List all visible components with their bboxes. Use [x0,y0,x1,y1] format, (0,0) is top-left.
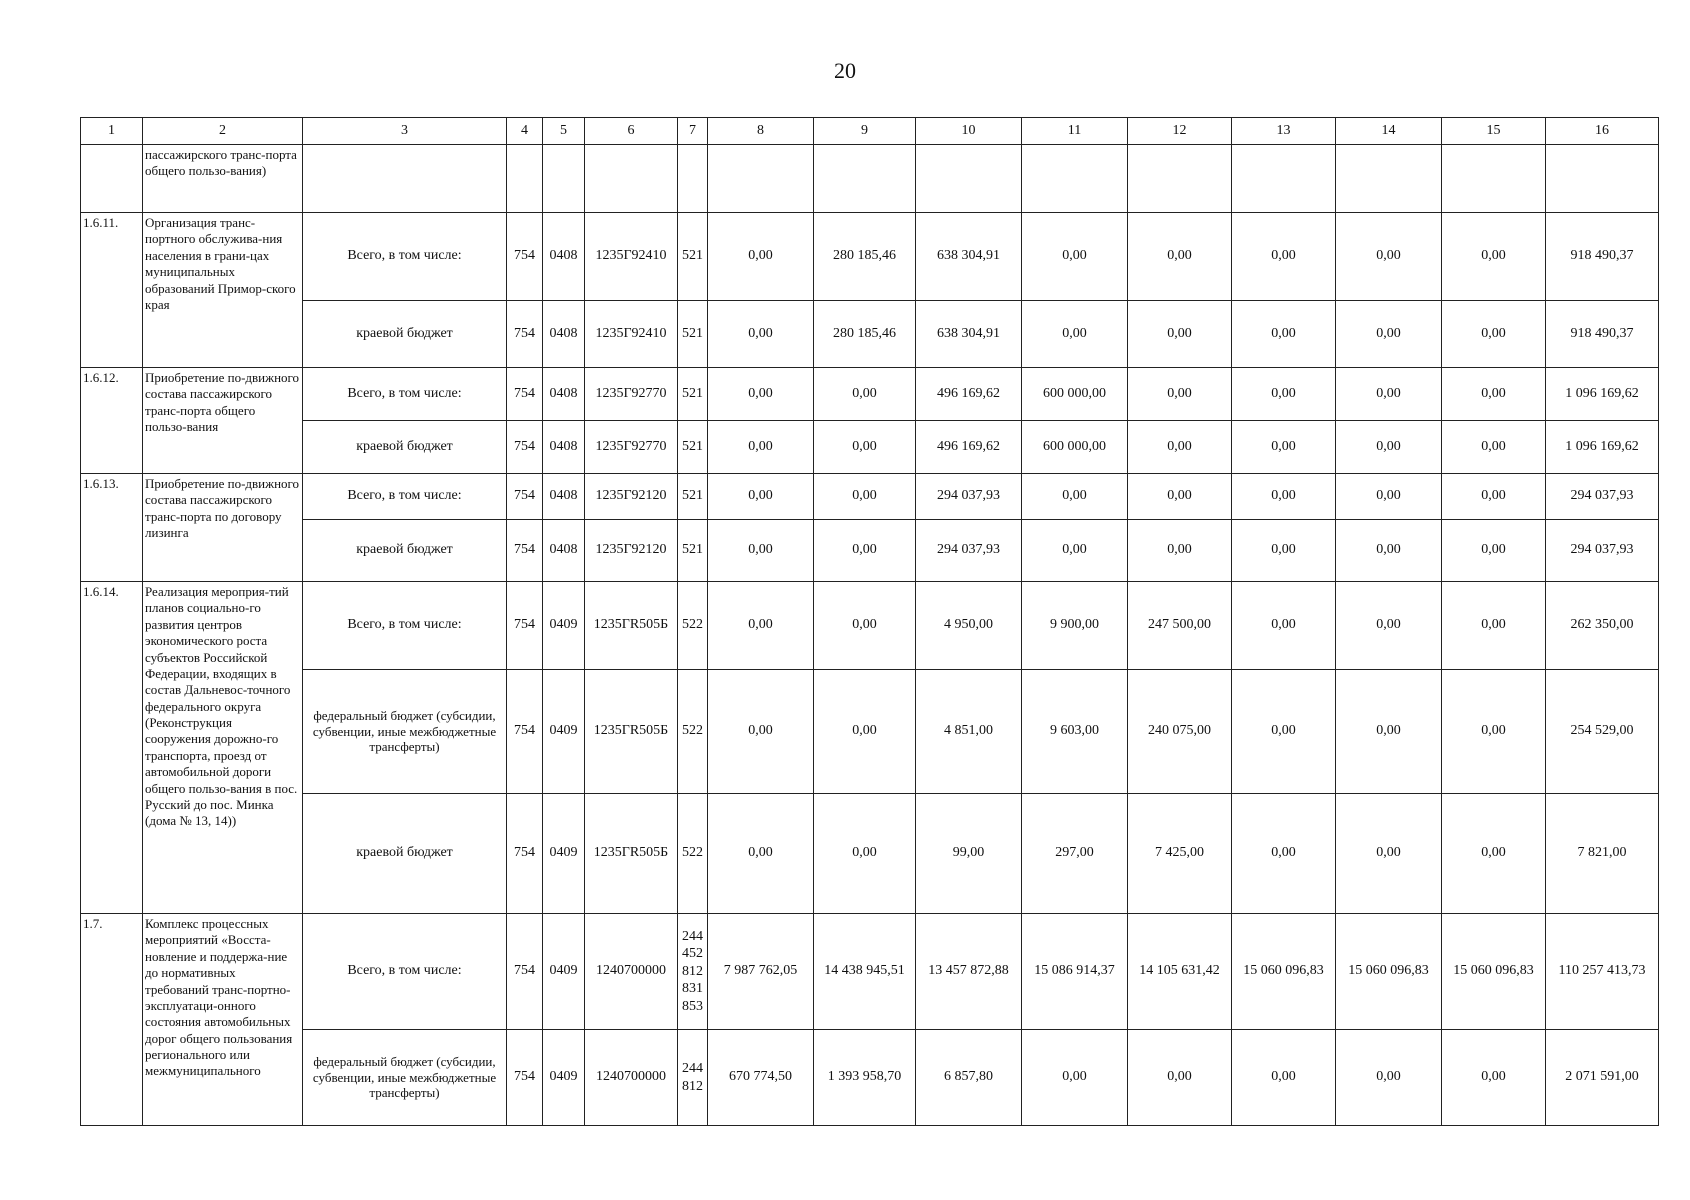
value-cell: 0,00 [1128,474,1232,520]
value-cell: 0,00 [708,474,814,520]
code-cell: 0409 [543,1030,585,1126]
code-cell: 521 [678,421,708,474]
table-row [81,368,1659,421]
value-cell: 7 821,00 [1546,794,1659,914]
code-cell: 1235ГR505Б [585,582,678,670]
code-cell: 754 [507,914,543,1030]
row-name: пассажирского транс-порта общего пользо-вания) [143,145,303,213]
code-cell: 1235Г92410 [585,213,678,301]
value-cell: 0,00 [1442,1030,1546,1126]
row-number: 1.6.13. [81,474,143,582]
value-cell: 600 000,00 [1022,421,1128,474]
value-cell: 14 438 945,51 [814,914,916,1030]
value-cell: 15 060 096,83 [1442,914,1546,1030]
value-cell: 15 086 914,37 [1022,914,1128,1030]
table-row [81,421,1659,474]
value-cell: 15 060 096,83 [1232,914,1336,1030]
row-name: Приобретение по-движного состава пассажирского транс-порта по договору лизинга [143,474,303,582]
value-cell: 0,00 [708,670,814,794]
value-cell: 0,00 [1442,520,1546,582]
code-cell: 754 [507,582,543,670]
column-header: 2 [143,118,303,145]
value-cell: 13 457 872,88 [916,914,1022,1030]
code-cell: 1235ГR505Б [585,794,678,914]
funding-source: Всего, в том числе: [303,914,507,1030]
value-cell: 14 105 631,42 [1128,914,1232,1030]
value-cell: 0,00 [708,794,814,914]
value-cell: 0,00 [1232,368,1336,421]
value-cell: 247 500,00 [1128,582,1232,670]
value-cell: 600 000,00 [1022,368,1128,421]
value-cell: 0,00 [1232,474,1336,520]
code-cell: 1235Г92770 [585,421,678,474]
value-cell: 0,00 [1336,213,1442,301]
table-row [81,670,1659,794]
value-cell: 0,00 [814,421,916,474]
code-cell: 521 [678,520,708,582]
code-cell: 754 [507,421,543,474]
value-cell: 0,00 [708,520,814,582]
value-cell: 0,00 [1022,474,1128,520]
value-cell: 15 060 096,83 [1336,914,1442,1030]
funding-source: краевой бюджет [303,794,507,914]
value-cell: 0,00 [1442,421,1546,474]
value-cell: 0,00 [1232,421,1336,474]
column-header: 9 [814,118,916,145]
value-cell: 240 075,00 [1128,670,1232,794]
value-cell: 0,00 [1442,213,1546,301]
value-cell: 0,00 [814,474,916,520]
value-cell: 280 185,46 [814,301,916,368]
code-cell: 244 812 [678,1030,708,1126]
code-cell: 522 [678,670,708,794]
code-cell: 754 [507,794,543,914]
value-cell: 4 851,00 [916,670,1022,794]
code-cell: 521 [678,368,708,421]
value-cell: 0,00 [1128,1030,1232,1126]
value-cell: 262 350,00 [1546,582,1659,670]
code-cell: 754 [507,1030,543,1126]
value-cell: 0,00 [1232,582,1336,670]
value-cell: 0,00 [708,582,814,670]
value-cell: 0,00 [1128,520,1232,582]
code-cell: 0408 [543,213,585,301]
value-cell: 918 490,37 [1546,213,1659,301]
column-header: 11 [1022,118,1128,145]
value-cell: 0,00 [1442,474,1546,520]
code-cell: 754 [507,368,543,421]
value-cell: 0,00 [1442,794,1546,914]
code-cell: 521 [678,301,708,368]
column-header: 13 [1232,118,1336,145]
value-cell: 0,00 [1336,368,1442,421]
value-cell: 0,00 [708,421,814,474]
value-cell: 1 096 169,62 [1546,421,1659,474]
value-cell: 0,00 [814,794,916,914]
value-cell: 0,00 [1336,670,1442,794]
code-cell: 0408 [543,301,585,368]
code-cell: 522 [678,794,708,914]
column-header: 5 [543,118,585,145]
column-header: 12 [1128,118,1232,145]
row-name: Приобретение по-движного состава пассажирского транс-порта общего пользо-вания [143,368,303,474]
value-cell: 0,00 [814,582,916,670]
value-cell: 0,00 [1232,794,1336,914]
code-cell: 754 [507,474,543,520]
column-header: 14 [1336,118,1442,145]
code-cell: 0409 [543,794,585,914]
code-cell: 1240700000 [585,914,678,1030]
row-name: Реализация мероприя-тий планов социально-го развития центров экономического роста субъектов Российской Федерации, входящих в состав Дальневос-точного федерального округа (Реконструкция сооружения дорожно-го транспорта, проезд от автомобильной дороги общего пользо-вания в пос. Русский до пос. Минка (дома № 13, 14)) [143,582,303,914]
value-cell: 0,00 [1022,213,1128,301]
row-name: Организация транс-портного обслужива-ния населения в грани-цах муниципальных образований Примор-ского края [143,213,303,368]
value-cell: 280 185,46 [814,213,916,301]
value-cell: 294 037,93 [916,520,1022,582]
page-number: 20 [834,58,856,83]
value-cell: 0,00 [1128,301,1232,368]
column-header: 15 [1442,118,1546,145]
row-number [81,145,143,213]
code-cell: 754 [507,301,543,368]
value-cell: 496 169,62 [916,368,1022,421]
funding-source: краевой бюджет [303,520,507,582]
row-number: 1.6.12. [81,368,143,474]
code-cell: 0409 [543,914,585,1030]
value-cell: 638 304,91 [916,213,1022,301]
code-cell: 1235ГR505Б [585,670,678,794]
funding-source: краевой бюджет [303,301,507,368]
value-cell: 0,00 [708,368,814,421]
value-cell: 254 529,00 [1546,670,1659,794]
funding-source: федеральный бюджет (субсидии, субвенции, иные межбюджетные трансферты) [303,670,507,794]
table-row [81,520,1659,582]
value-cell: 0,00 [1442,582,1546,670]
value-cell: 0,00 [1232,213,1336,301]
value-cell: 0,00 [1022,1030,1128,1126]
value-cell: 2 071 591,00 [1546,1030,1659,1126]
column-header: 1 [81,118,143,145]
value-cell: 0,00 [1128,421,1232,474]
value-cell: 9 603,00 [1022,670,1128,794]
code-cell: 0408 [543,520,585,582]
code-cell: 521 [678,213,708,301]
code-cell: 0408 [543,474,585,520]
value-cell: 9 900,00 [1022,582,1128,670]
value-cell: 0,00 [1336,520,1442,582]
value-cell: 0,00 [1442,670,1546,794]
code-cell: 754 [507,670,543,794]
value-cell: 99,00 [916,794,1022,914]
value-cell: 0,00 [1128,213,1232,301]
code-cell: 754 [507,213,543,301]
funding-source: Всего, в том числе: [303,368,507,421]
table-row [81,474,1659,520]
code-cell: 0408 [543,421,585,474]
value-cell: 0,00 [708,213,814,301]
value-cell: 7 987 762,05 [708,914,814,1030]
value-cell: 0,00 [1336,582,1442,670]
value-cell: 0,00 [1232,520,1336,582]
header-row [81,118,1659,145]
column-header: 3 [303,118,507,145]
table-row [81,301,1659,368]
value-cell: 0,00 [1442,368,1546,421]
row-name: Комплекс процессных мероприятий «Восста-новление и поддержа-ние до нормативных требований транс-портно-эксплуатаци-онного состояния автомобильных дорог общего пользования регионального или межмуниципального [143,914,303,1126]
row-number: 1.7. [81,914,143,1126]
value-cell: 0,00 [708,301,814,368]
code-cell: 0409 [543,670,585,794]
value-cell: 0,00 [1336,301,1442,368]
value-cell: 1 096 169,62 [1546,368,1659,421]
code-cell: 244 452 812 831 853 [678,914,708,1030]
table-row [81,1030,1659,1126]
value-cell: 110 257 413,73 [1546,914,1659,1030]
code-cell: 1235Г92120 [585,520,678,582]
funding-source: Всего, в том числе: [303,213,507,301]
code-cell: 1240700000 [585,1030,678,1126]
funding-source: федеральный бюджет (субсидии, субвенции, иные межбюджетные трансферты) [303,1030,507,1126]
value-cell: 0,00 [1336,421,1442,474]
value-cell: 4 950,00 [916,582,1022,670]
value-cell: 0,00 [1232,1030,1336,1126]
table-row [81,145,1659,213]
value-cell: 0,00 [1232,670,1336,794]
value-cell: 0,00 [814,520,916,582]
value-cell: 1 393 958,70 [814,1030,916,1126]
code-cell: 1235Г92770 [585,368,678,421]
table-row [81,582,1659,670]
value-cell: 294 037,93 [916,474,1022,520]
code-cell: 1235Г92120 [585,474,678,520]
value-cell: 638 304,91 [916,301,1022,368]
value-cell: 670 774,50 [708,1030,814,1126]
value-cell: 0,00 [1022,301,1128,368]
value-cell: 0,00 [1336,1030,1442,1126]
value-cell: 0,00 [1442,301,1546,368]
value-cell: 0,00 [1232,301,1336,368]
column-header: 8 [708,118,814,145]
value-cell: 918 490,37 [1546,301,1659,368]
row-number: 1.6.14. [81,582,143,914]
value-cell: 0,00 [1336,474,1442,520]
table-row [81,213,1659,301]
value-cell: 0,00 [814,670,916,794]
table-row [81,794,1659,914]
column-header: 7 [678,118,708,145]
value-cell: 6 857,80 [916,1030,1022,1126]
value-cell: 0,00 [1336,794,1442,914]
value-cell: 294 037,93 [1546,474,1659,520]
value-cell: 0,00 [1128,368,1232,421]
code-cell: 521 [678,474,708,520]
funding-source: краевой бюджет [303,421,507,474]
value-cell: 0,00 [814,368,916,421]
value-cell: 297,00 [1022,794,1128,914]
table-row [81,914,1659,1030]
value-cell: 7 425,00 [1128,794,1232,914]
code-cell: 754 [507,520,543,582]
row-number: 1.6.11. [81,213,143,368]
column-header: 16 [1546,118,1659,145]
budget-table [80,117,1659,1126]
funding-source: Всего, в том числе: [303,582,507,670]
value-cell: 294 037,93 [1546,520,1659,582]
column-header: 10 [916,118,1022,145]
code-cell: 1235Г92410 [585,301,678,368]
value-cell: 496 169,62 [916,421,1022,474]
code-cell: 0408 [543,368,585,421]
code-cell: 522 [678,582,708,670]
column-header: 6 [585,118,678,145]
code-cell: 0409 [543,582,585,670]
funding-source: Всего, в том числе: [303,474,507,520]
column-header: 4 [507,118,543,145]
value-cell: 0,00 [1022,520,1128,582]
